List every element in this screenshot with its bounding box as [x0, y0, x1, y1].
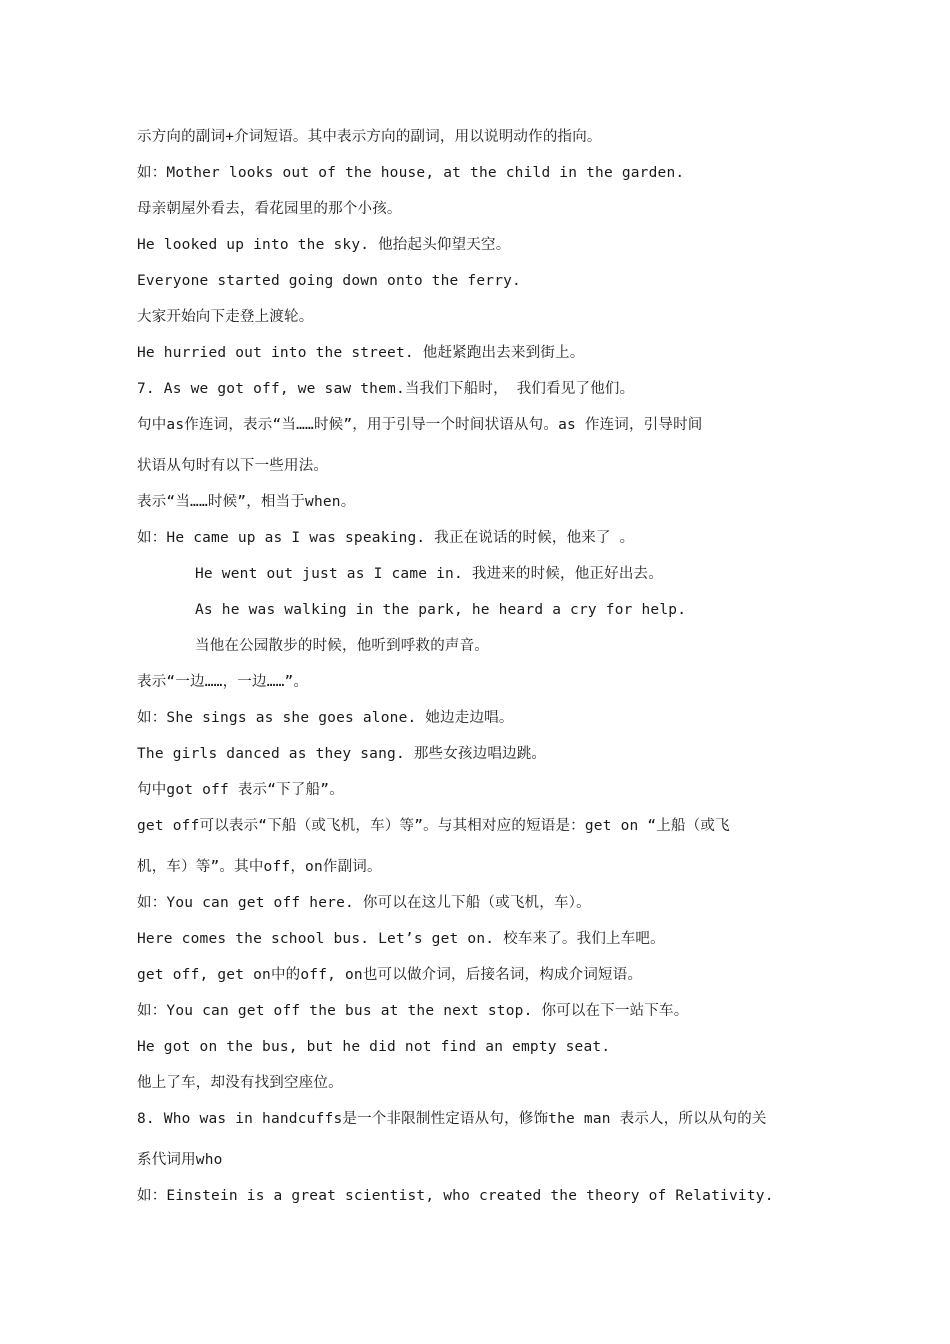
text-line: 句中as作连词，表示“当……时候”，用于引导一个时间状语从句。as 作连词，引导时间 — [137, 417, 703, 433]
text-line: 如：Mother looks out of the house, at the child in the garden. — [137, 165, 685, 181]
text-line: 如：She sings as she goes alone. 她边走边唱。 — [137, 710, 514, 726]
text-line: 7. As we got off, we saw them.当我们下船时， 我们看见了他们。 — [137, 381, 635, 397]
text-line: 系代词用who — [137, 1152, 223, 1168]
text-line: 状语从句时有以下一些用法。 — [137, 458, 329, 474]
text-line: 如：He came up as I was speaking. 我正在说话的时候，他来了 。 — [137, 530, 635, 546]
text-line: He looked up into the sky. 他抬起头仰望天空。 — [137, 237, 511, 253]
text-line: 当他在公园散步的时候，他听到呼救的声音。 — [195, 638, 489, 654]
text-line: As he was walking in the park, he heard a cry for help. — [195, 602, 687, 618]
text-line: 句中got off 表示“下了船”。 — [137, 782, 344, 798]
text-line: 表示“一边……，一边……”。 — [137, 674, 309, 690]
text-line: 如：You can get off here. 你可以在这儿下船（或飞机，车）。 — [137, 895, 591, 911]
text-line: He went out just as I came in. 我进来的时候，他正好出去。 — [195, 566, 663, 582]
text-line: 示方向的副词+介词短语。其中表示方向的副词，用以说明动作的指向。 — [137, 129, 602, 145]
text-line: 表示“当……时候”，相当于when。 — [137, 494, 356, 510]
text-line: 如：You can get off the bus at the next stop. 你可以在下一站下车。 — [137, 1003, 689, 1019]
text-line: 如：Einstein is a great scientist, who created the theory of Relativity. — [137, 1188, 774, 1204]
text-line: get off, get on中的off, on也可以做介词，后接名词，构成介词短语。 — [137, 967, 643, 983]
text-line: 大家开始向下走登上渡轮。 — [137, 309, 314, 325]
text-line: 他上了车，却没有找到空座位。 — [137, 1075, 343, 1091]
text-line: He got on the bus, but he did not find an empty seat. — [137, 1039, 611, 1055]
text-line: 母亲朝屋外看去，看花园里的那个小孩。 — [137, 201, 402, 217]
text-line: Everyone started going down onto the ferry. — [137, 273, 521, 289]
text-line: 8. Who was in handcuffs是一个非限制性定语从句，修饰the man 表示人，所以从句的关 — [137, 1111, 767, 1127]
text-line: He hurried out into the street. 他赶紧跑出去来到街上。 — [137, 345, 585, 361]
text-line: Here comes the school bus. Let’s get on. 校车来了。我们上车吧。 — [137, 931, 665, 947]
text-line: 机，车）等”。其中off，on作副词。 — [137, 859, 382, 875]
text-line: The girls danced as they sang. 那些女孩边唱边跳。 — [137, 746, 547, 762]
text-line: get off可以表示“下船（或飞机，车）等”。与其相对应的短语是：get on “上船（或飞 — [137, 818, 730, 834]
